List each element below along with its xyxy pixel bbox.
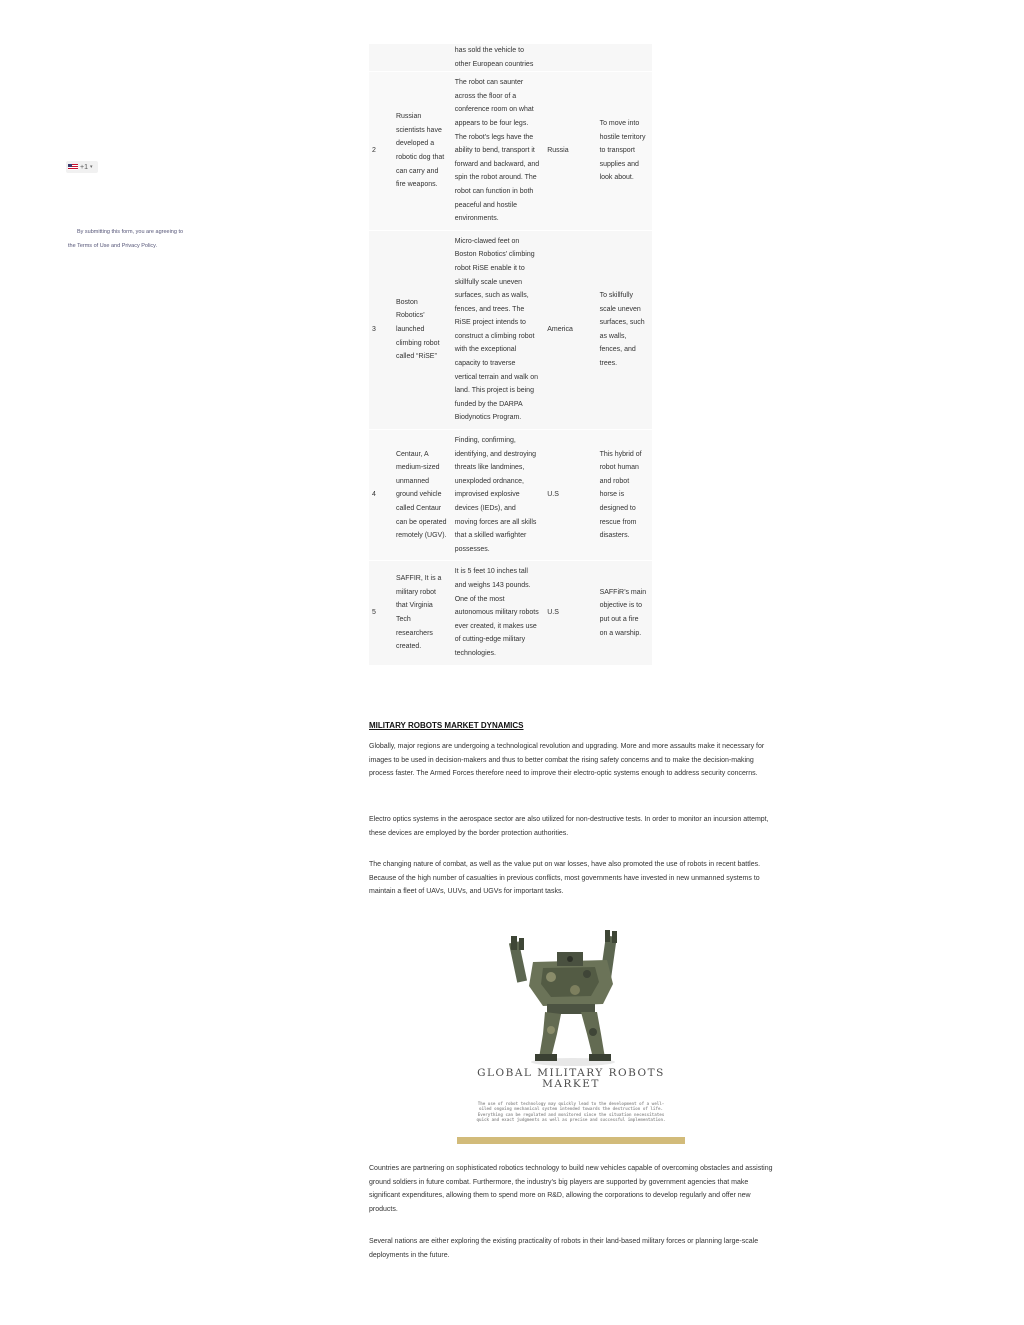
mech-robot-image — [495, 922, 647, 1070]
robot-purpose: This hybrid of robot human and robot horse is designed to rescue from disasters. — [596, 430, 652, 561]
market-infographic — [457, 918, 685, 1146]
us-flag-icon — [68, 164, 78, 170]
row-number: 5 — [369, 561, 392, 665]
infographic-caption: The use of robot technology may quickly lead to the development of a well-oiled ongoing mechanical system intended towards the destruction of life. Everything can be regulated and monitored since the situation necessitates quick and exact judgments as well as precise and successful implementation. — [476, 1101, 666, 1123]
row-number: 4 — [369, 430, 392, 561]
robot-country: U.S — [543, 561, 595, 665]
chevron-down-icon: ▾ — [89, 164, 93, 170]
table-row — [369, 44, 652, 72]
table-row — [369, 230, 652, 429]
robot-purpose: To skillfully scale uneven surfaces, such as walls, fences, and trees. — [596, 230, 652, 429]
table-row — [369, 561, 652, 665]
table-row — [369, 430, 652, 561]
section-title: MILITARY ROBOTS MARKET DYNAMICS — [369, 721, 524, 730]
paragraph — [369, 858, 774, 899]
infographic-title: GLOBAL MILITARY ROBOTS MARKET — [477, 1067, 665, 1090]
paragraph-text: Globally, major regions are undergoing a technological revolution and upgrading. More and more assaults make it necessary for images to be used in decision-makers and thus to better combat the rising safety concerns and to make the decision-making process faster. The Armed Forces therefore need to improve their electro-optic systems enough to address security concerns. — [369, 743, 765, 778]
robot-purpose — [596, 44, 652, 72]
robots-table — [369, 44, 652, 666]
paragraph — [369, 1162, 774, 1216]
consent-line-1: By submitting this form, you are agreeing to — [76, 229, 184, 235]
consent-text — [68, 226, 192, 253]
robot-name: SAFFIR, It is a military robot that Virginia Tech researchers created. — [392, 561, 451, 665]
robot-description: has sold the vehicle to other European countries — [451, 44, 543, 72]
robot-description: It is 5 feet 10 inches tall and weighs 143 pounds. One of the most autonomous military robots ever created, it makes use of cutting-edge military technologies. — [451, 561, 543, 665]
robot-country: America — [543, 230, 595, 429]
robot-description: The robot can saunter across the floor of a conference room on what appears to be four legs. The robot’s legs have the ability to bend, transport it forward and backward, and spin the robot around. The robot can function in both peaceful and hostile environments. — [451, 72, 543, 231]
paragraph — [369, 740, 774, 781]
phone-code: +1 — [80, 163, 88, 171]
paragraph-text: The changing nature of combat, as well as the value put on war losses, have also promoted the use of robots in recent battles. Because of the high number of casualties in previous conflicts, most governments have invested in new unmanned systems to maintain a fleet of UAVs, UUVs, and UGVs for important tasks. — [369, 861, 761, 896]
robot-description: Finding, confirming, identifying, and destroying threats like landmines, unexploded ordnance, improvised explosive devices (IEDs), and moving forces are all skills that a skilled warfighter possesses. — [451, 430, 543, 561]
row-number: 3 — [369, 230, 392, 429]
robot-country: U.S — [543, 430, 595, 561]
country-code-select[interactable] — [66, 161, 98, 173]
table-row — [369, 72, 652, 231]
paragraph-text: Several nations are either exploring the existing practicality of robots in their land-based military forces or planning large-scale deployments in the future. — [369, 1238, 759, 1259]
paragraph-text: Countries are partnering on sophisticated robotics technology to build new vehicles capable of overcoming obstacles and assisting ground soldiers in future combat. Furthermore, the industry’s big players are supported by government agencies that make significant expenditures, allowing them to spend more on R&D, allowing the corporations to develop regularly and offer new products. — [369, 1165, 773, 1213]
robot-purpose: SAFFiR’s main objective is to put out a fire on a warship. — [596, 561, 652, 665]
paragraph-text: Electro optics systems in the aerospace sector are also utilized for non-destructive tests. In order to monitor an incursion attempt, these devices are employed by the border protection authorities. — [369, 816, 769, 837]
infographic-accent-bar — [457, 1137, 685, 1144]
consent-line-2: the Terms of Use and Privacy Policy. — [68, 242, 158, 249]
robot-name: Russian scientists have developed a robotic dog that can carry and fire weapons. — [392, 72, 451, 231]
robot-name: Centaur, A medium-sized unmanned ground vehicle called Centaur can be operated remotely (UGV). — [392, 430, 451, 561]
robot-country: Russia — [543, 72, 595, 231]
paragraph — [369, 813, 774, 840]
robot-name — [392, 44, 451, 72]
robot-name: Boston Robotics’ launched climbing robot called “RiSE” — [392, 230, 451, 429]
robot-country — [543, 44, 595, 72]
row-number: 2 — [369, 72, 392, 231]
paragraph — [369, 1235, 774, 1262]
robot-description: Micro-clawed feet on Boston Robotics’ climbing robot RiSE enable it to skillfully scale uneven surfaces, such as walls, fences, and trees. The RiSE project intends to construct a climbing robot with the exceptional capacity to traverse vertical terrain and walk on land. This project is being funded by the DARPA Biodynotics Program. — [451, 230, 543, 429]
row-number — [369, 44, 392, 72]
robot-purpose: To move into hostile territory to transport supplies and look about. — [596, 72, 652, 231]
